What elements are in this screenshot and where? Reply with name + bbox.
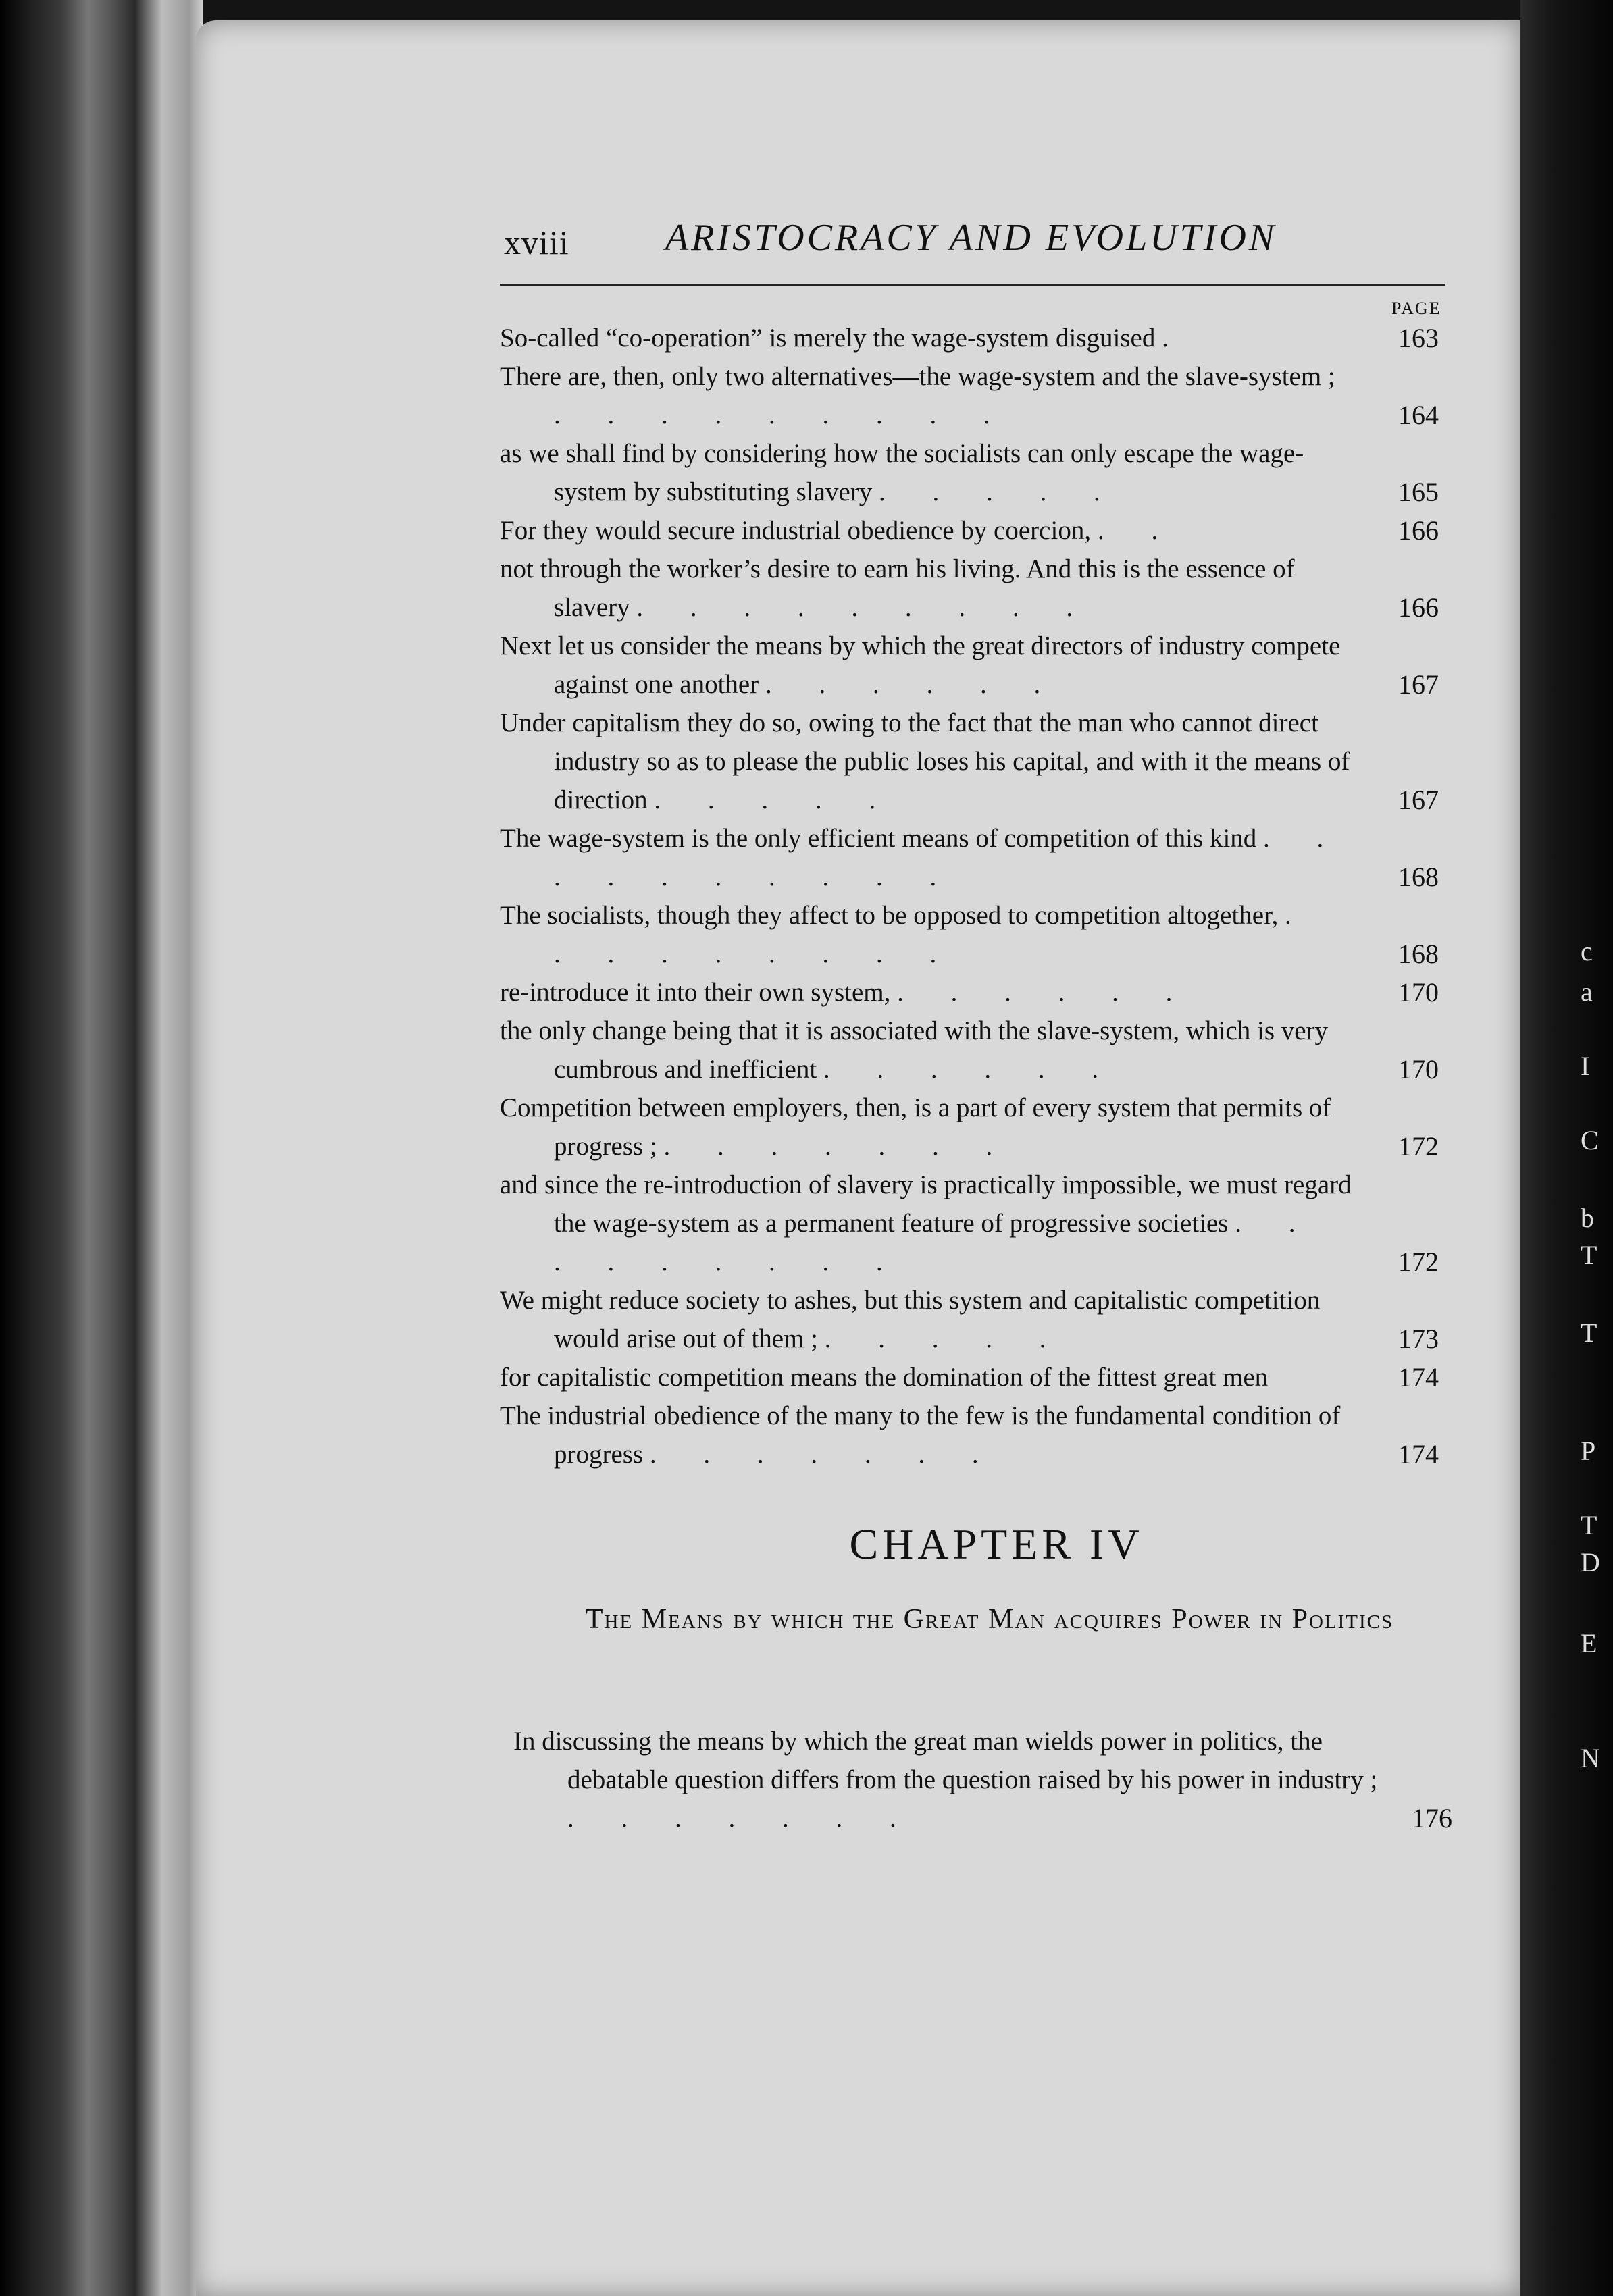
facing-page-letters <box>1581 0 1613 2296</box>
entry-text: re-introduce it into their own system, <box>500 978 891 1007</box>
entry-page-number: 173 <box>1398 1324 1439 1354</box>
entry-text: In discussing the means by which the great man wields power in politics, the debatable question differs from the question raised by his power in industry ; <box>513 1727 1378 1794</box>
dot-leaders: . . . . . . <box>823 1055 1119 1084</box>
contents-entry <box>500 973 1452 1012</box>
contents-entry <box>513 1722 1466 1837</box>
contents-entry <box>500 1089 1452 1166</box>
dot-leaders: . . . . . . . <box>567 1804 917 1833</box>
dot-leaders: . . . . . <box>654 785 896 814</box>
entry-page-number: 172 <box>1398 1131 1439 1162</box>
entry-page-number: 170 <box>1398 977 1439 1008</box>
entry-text: Next let us consider the means by which the great directors of industry compete against one another <box>500 631 1341 699</box>
entry-page-number: 168 <box>1398 862 1439 892</box>
chapter-subtitle: The Means by which the Great Man acquires Power in Politics <box>585 1604 1394 1635</box>
entry-text: We might reduce society to ashes, but this system and capitalistic competition would arise out of them ; <box>500 1286 1321 1353</box>
contents-entry <box>500 357 1452 434</box>
edge-letter: E <box>1581 1628 1597 1659</box>
edge-letter: T <box>1581 1240 1597 1270</box>
chapter-title: CHAPTER IV <box>849 1520 1144 1568</box>
entry-text: for capitalistic competition means the domination of the fittest great men <box>500 1363 1269 1392</box>
chapter-heading <box>500 1519 1452 1642</box>
entry-page-number: 167 <box>1398 669 1439 700</box>
contents-entry <box>500 1166 1452 1281</box>
dot-leaders: . . . . . . <box>765 670 1061 699</box>
entry-page-number: 174 <box>1398 1362 1439 1392</box>
entry-text: So-called “co-operation” is merely the wage-system disguised <box>500 323 1156 353</box>
folio-number: xviii <box>504 224 569 261</box>
dot-leaders: . . . . . . . . . . <box>554 824 1344 891</box>
entry-text: The industrial obedience of the many to the few is the fundamental condition of progress <box>500 1401 1341 1469</box>
entry-text: The socialists, though they affect to be opposed to competition altogether, <box>500 901 1279 930</box>
entry-page-number: 174 <box>1398 1439 1439 1469</box>
contents-entry <box>500 896 1452 973</box>
entry-page-number: 172 <box>1398 1247 1439 1277</box>
edge-letter: c <box>1581 936 1593 966</box>
book-binding-edge <box>0 0 203 2296</box>
header-rule <box>500 284 1445 286</box>
contents-list <box>500 319 1452 1473</box>
dot-leaders: . . . . . . . <box>649 1440 999 1469</box>
entry-page-number: 176 <box>1412 1803 1452 1833</box>
page-header <box>500 216 1459 277</box>
dot-leaders: . . . . . . . . . <box>554 901 1312 968</box>
entry-page-number: 168 <box>1398 939 1439 969</box>
entry-text: There are, then, only two alternatives—the wage-system and the slave-system ; <box>500 362 1335 391</box>
entry-page-number: 166 <box>1398 592 1439 623</box>
entry-page-number: 164 <box>1398 400 1439 430</box>
entry-text: as we shall find by considering how the socialists can only escape the wage-system by substituting slavery <box>500 439 1304 506</box>
contents-entry <box>500 704 1452 819</box>
contents-entry <box>500 319 1452 357</box>
entry-text: Competition between employers, then, is a part of every system that permits of progress ; <box>500 1093 1331 1161</box>
dot-leaders: . . . . . <box>879 477 1121 506</box>
contents-entry <box>500 550 1452 627</box>
edge-letter: C <box>1581 1125 1599 1155</box>
entry-page-number: 170 <box>1398 1054 1439 1085</box>
dot-leaders: . . . . . . . <box>663 1132 1013 1161</box>
dot-leaders: . . . . . . . . . <box>554 400 1010 429</box>
entry-text: The wage-system is the only efficient means of competition of this kind <box>500 824 1257 853</box>
contents-entry <box>500 819 1452 896</box>
entry-page-number: 167 <box>1398 785 1439 815</box>
edge-letter: P <box>1581 1436 1596 1466</box>
edge-letter: N <box>1581 1743 1600 1773</box>
entry-page-number: 165 <box>1398 477 1439 507</box>
dot-leaders: . . . . . <box>824 1324 1067 1353</box>
entry-page-number: 163 <box>1398 323 1439 353</box>
entry-text: the only change being that it is associated with the slave-system, which is very cumbrous and inefficient <box>500 1016 1329 1084</box>
dot-leaders: . . . . . . . . . <box>554 1209 1316 1276</box>
dot-leaders: . . <box>1097 516 1179 545</box>
chapter-contents-list <box>513 1722 1466 1837</box>
edge-letter: b <box>1581 1203 1594 1233</box>
edge-letter: T <box>1581 1510 1597 1540</box>
page-text <box>500 216 1459 1833</box>
edge-letter: T <box>1581 1317 1597 1348</box>
contents-entry <box>500 1397 1452 1473</box>
contents-entry <box>500 1358 1452 1397</box>
entry-text: and since the re-introduction of slavery is practically impossible, we must regard the wage-system as a permanent feature of progressive societies <box>500 1170 1352 1238</box>
contents-entry <box>500 511 1452 550</box>
page-column-label: PAGE <box>1391 298 1441 318</box>
dot-leaders: . . . . . . <box>897 978 1193 1007</box>
entry-text: For they would secure industrial obedience by coercion, <box>500 516 1092 545</box>
entry-page-number: 166 <box>1398 515 1439 546</box>
edge-letter: a <box>1581 976 1593 1007</box>
contents-entry <box>500 1281 1452 1358</box>
entry-text: Under capitalism they do so, owing to the fact that the man who cannot direct industry so as to please the public loses his capital, and with it the means of direction <box>500 708 1350 814</box>
entry-text: not through the worker’s desire to earn his living. And this is the essence of slavery <box>500 554 1295 622</box>
contents-entry <box>500 434 1452 511</box>
running-title: ARISTOCRACY AND EVOLUTION <box>665 217 1277 259</box>
contents-entry <box>500 627 1452 704</box>
edge-letter: D <box>1581 1547 1600 1577</box>
edge-letter: I <box>1581 1051 1590 1081</box>
dot-leaders: . . . . . . . . . <box>636 593 1094 622</box>
dot-leaders: . <box>1162 323 1189 353</box>
contents-entry <box>500 1012 1452 1089</box>
